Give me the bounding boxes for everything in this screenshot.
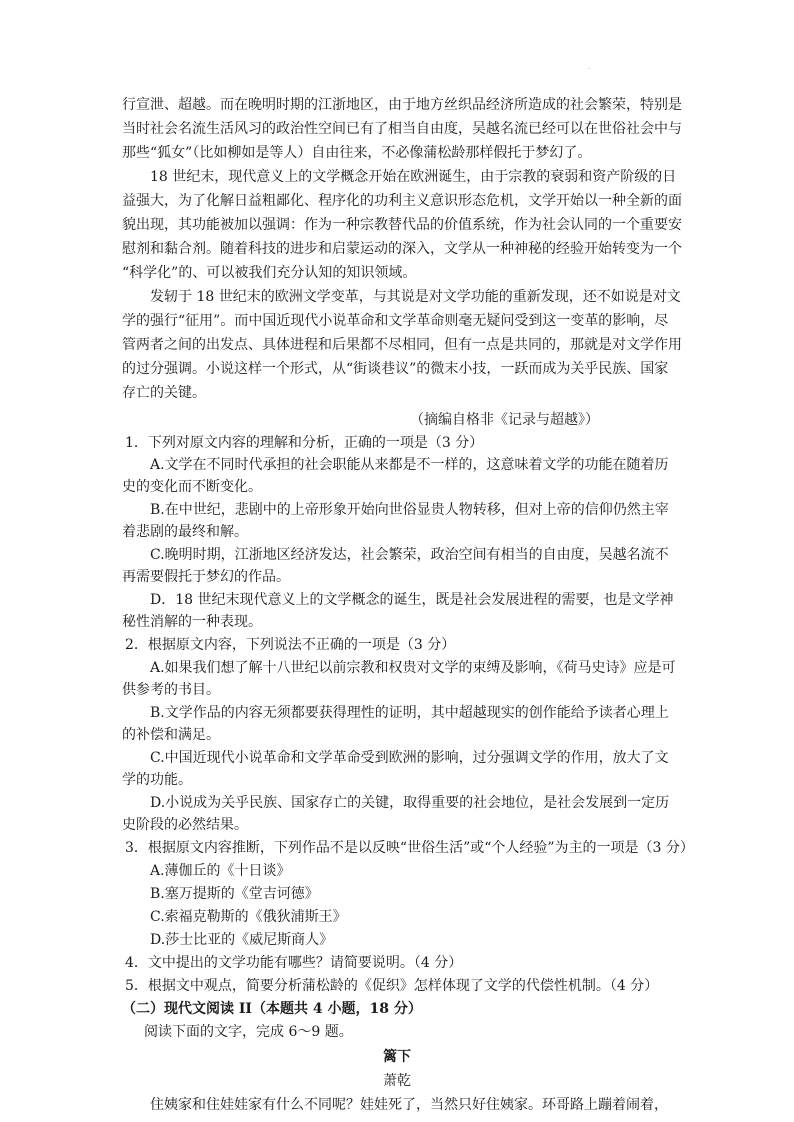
- question-1-option-b: B.在中世纪，悲剧中的上帝形象开始向世俗显贵人物转移，但对上帝的信仰仍然主宰: [150, 502, 669, 518]
- passage-line: 行宣泄、超越。而在晚明时期的江浙地区，由于地方丝织品经济所造成的社会繁荣，特别是: [122, 97, 682, 113]
- passage-line: 管两者之间的出发点、具体进程和后果都不尽相同，但有一点是共同的，那就是对文学作用: [122, 337, 682, 353]
- passage-source: （摘编自格非《记录与超越》）: [410, 412, 599, 428]
- story-first-line: 住姨家和住娃娃家有什么不同呢？娃娃死了，当然只好住姨家。环哥路上蹦着闹着，: [150, 1097, 668, 1113]
- question-3-stem: 3．根据原文内容推断，下列作品不是以反映“世俗生活”或“个人经验”为主的一项是（3 分）: [125, 840, 694, 856]
- question-3-option-d: D.莎士比亚的《威尼斯商人》: [150, 932, 334, 948]
- question-2-stem: 2．根据原文内容，下列说法不正确的一项是（3 分）: [125, 637, 456, 653]
- question-2-option-d: D.小说成为关乎民族、国家存亡的关键，取得重要的社会地位，是社会发展到一定历: [150, 795, 670, 811]
- passage-line: 的过分强调。小说这样一个形式，从“街谈巷议”的微末小技，一跃而成为关乎民族、国家: [122, 361, 669, 377]
- passage-line: 益强大，为了化解日益粗鄙化、程序化的功利主义意识形态危机，文学开始以一种全新的面: [122, 193, 682, 209]
- passage-line: “科学化”的、可以被我们充分认知的知识领域。: [122, 265, 417, 281]
- question-1-option-d: D．18 世纪末现代意义上的文学概念的诞生，既是社会发展进程的需要，也是文学神: [150, 592, 674, 608]
- section-instruction: 阅读下面的文字，完成 6～9 题。: [144, 1024, 353, 1040]
- question-1-option-c: C.晚明时期，江浙地区经济发达，社会繁荣，政治空间有相当的自由度，吴越名流不: [150, 547, 669, 563]
- question-3-option-c: C.索福克勒斯的《俄狄浦斯王》: [150, 909, 347, 925]
- question-2-option-c-cont: 学的功能。: [122, 772, 192, 788]
- question-2-option-b: B.文学作品的内容无须都要获得理性的证明，其中超越现实的创作能给予读者心理上: [150, 705, 669, 721]
- question-1-option-a: A.文学在不同时代承担的社会职能从来都是不一样的，这意味着文学的功能在随着历: [150, 457, 669, 473]
- question-1-option-d-cont: 秘性消解的一种表现。: [122, 614, 262, 630]
- question-5-stem: 5．根据文中观点，简要分析蒲松龄的《促织》怎样体现了文学的代偿性机制。（4 分）: [125, 978, 659, 994]
- question-4-stem: 4．文中提出的文学功能有哪些？请简要说明。（4 分）: [125, 955, 463, 971]
- section-heading: （二）现代文阅读 II（本题共 4 小题，18 分）: [122, 1001, 422, 1017]
- passage-line: 那些“狐女”（比如柳如是等人）自由往来，不必像蒲松龄那样假托于梦幻了。: [122, 145, 592, 161]
- passage-line: 当时社会名流生活风习的政治性空间已有了相当自由度，吴越名流已经可以在世俗社会中与: [122, 121, 682, 137]
- question-1-option-c-cont: 再需要假托于梦幻的作品。: [122, 569, 290, 585]
- passage-line: 18 世纪末，现代意义上的文学概念开始在欧洲诞生，由于宗教的衰弱和资产阶级的日: [150, 169, 677, 185]
- passage-line: 貌出现，其功能被加以强调：作为一种宗教替代品的价值系统，作为社会认同的一个重要安: [122, 217, 682, 233]
- question-3-option-a: A.薄伽丘的《十日谈》: [150, 863, 291, 879]
- story-title: 篱下: [383, 1049, 411, 1065]
- question-1-stem: 1．下列对原文内容的理解和分析，正确的一项是（3 分）: [125, 435, 484, 451]
- question-2-option-a: A.如果我们想了解十八世纪以前宗教和权贵对文学的束缚及影响，《荷马史诗》应是可: [150, 660, 676, 676]
- question-1-option-a-cont: 史的变化而不断变化。: [122, 479, 262, 495]
- question-2-option-a-cont: 供参考的书目。: [122, 682, 220, 698]
- question-1-option-b-cont: 着悲剧的最终和解。: [122, 524, 248, 540]
- passage-line: 慰剂和黏合剂。随着科技的进步和启蒙运动的深入，文学从一种神秘的经验开始转变为一个: [122, 241, 682, 257]
- question-2-option-d-cont: 史阶段的必然结果。: [122, 817, 248, 833]
- scan-dot: ·: [588, 66, 590, 73]
- passage-line: 学的强行“征用”。而中国近现代小说革命和文学革命则毫无疑问受到这一变革的影响，尽: [122, 313, 669, 329]
- question-2-option-c: C.中国近现代小说革命和文学革命受到欧洲的影响，过分强调文学的作用，放大了文: [150, 750, 669, 766]
- passage-line: 存亡的关键。: [122, 385, 206, 401]
- passage-line: 发轫于 18 世纪末的欧洲文学变革，与其说是对文学功能的重新发现，还不如说是对文: [150, 289, 681, 305]
- story-author: 萧乾: [383, 1073, 411, 1089]
- question-3-option-b: B.塞万提斯的《堂吉诃德》: [150, 886, 319, 902]
- question-2-option-b-cont: 的补偿和满足。: [122, 727, 220, 743]
